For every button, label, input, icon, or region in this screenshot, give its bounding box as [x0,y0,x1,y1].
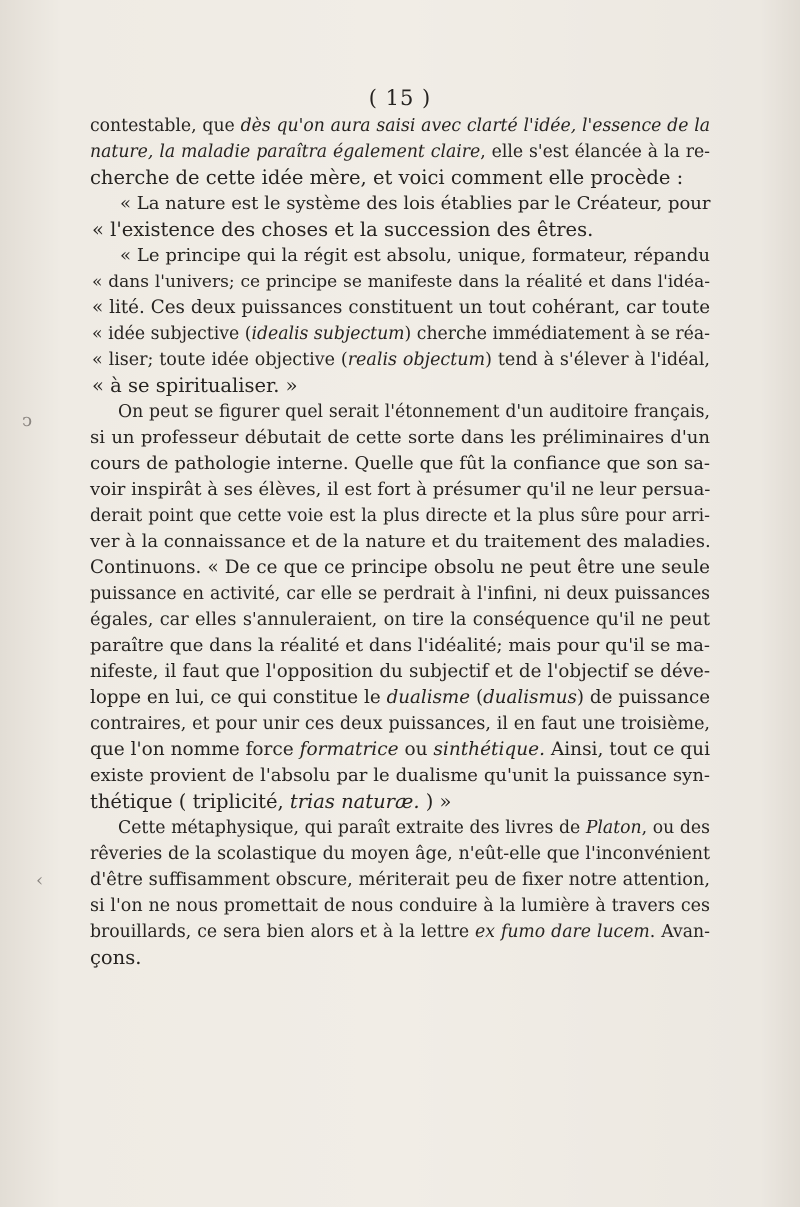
text-line [90,425,710,451]
text-run: Cette métaphysique, qui paraît extraite des livres de [118,818,586,838]
text-run: On peut se figurer quel serait l'étonnement d'un auditoire français, [118,402,710,422]
text-run: , ou des [641,818,710,838]
text-line [90,867,710,893]
text-run: « dans l'univers; ce principe se manifeste dans la réalité et dans l'idéa- [92,272,710,292]
italic-text: dualismus [483,687,577,708]
text-line [90,139,710,165]
text-line [90,451,710,477]
text-run: nifeste, il faut que l'opposition du subjectif et de l'objectif se déve- [90,661,710,682]
italic-text: Platon [585,818,642,838]
text-run: voir inspirât à ses élèves, il est fort à présumer qu'il ne leur persua- [90,479,711,500]
text-run: « lité. Ces deux puissances constituent un tout cohérant, car toute [92,297,710,318]
text-line [90,503,710,529]
text-run: ou [398,739,434,760]
margin-mark: ↄ [22,410,33,431]
text-line [120,191,710,217]
text-line [90,893,710,919]
text-line [90,841,710,867]
text-run: rêveries de la scolastique du moyen âge, n'eût-elle que l'inconvénient [90,844,710,864]
text-run: existe provient de l'absolu par le dualisme qu'unit la puissance syn- [90,765,710,786]
text-line [90,477,710,503]
text-run: « La nature est le système des lois établies par le Créateur, pour [120,193,711,214]
text-line [90,789,710,815]
text-line [90,607,710,633]
text-line [120,243,710,269]
italic-text: nature, la maladie paraîtra également claire [90,142,481,162]
text-run: derait point que cette voie est la plus directe et la plus sûre pour arri- [90,506,710,526]
text-line [90,529,710,555]
text-run: cherche de cette idée mère, et voici comment elle procède : [90,166,684,189]
text-run: si l'on ne nous promettait de nous conduire à la lumière à travers ces [90,896,710,916]
italic-text: formatrice [299,739,399,760]
text-line [92,373,710,399]
text-run: contestable, que [90,116,241,136]
text-run: que l'on nomme force [90,739,300,760]
text-run: « Le principe qui la régit est absolu, unique, formateur, répandu [120,245,710,266]
text-line [90,659,710,685]
text-line [90,165,710,191]
text-run: « l'existence des choses et la succession des êtres. [92,218,594,241]
text-line [118,399,710,425]
text-run: brouillards, ce sera bien alors et à la lettre [90,922,476,942]
text-run: cours de pathologie interne. Quelle que fût la confiance que son sa- [90,453,710,474]
text-run: puissance en activité, car elle se perdrait à l'infini, ni deux puissances [90,584,710,604]
text-line [90,945,710,971]
text-run: contraires, et pour unir ces deux puissances, il en faut une troisième, [90,714,710,734]
text-line [92,217,710,243]
text-run: d'être suffisamment obscure, mériterait peu de fixer notre attention, [90,870,710,890]
italic-text: trias naturæ. [289,790,420,813]
italic-text: realis objectum [347,350,486,370]
text-run: loppe en lui, ce qui constitue le [90,687,387,708]
text-run: ) de puissance [576,687,710,708]
text-run: ( [470,687,484,708]
text-run: ver à la connaissance et de la nature et du traitement des maladies. [90,531,711,552]
page-number: ( 15 ) [368,86,432,110]
margin-mark: ‹ [36,870,44,891]
text-line [90,685,710,711]
text-run: ) tend à s'élever à l'idéal, [485,350,710,370]
text-line [90,633,710,659]
text-run: Ainsi, tout ce qui [544,739,710,760]
text-run: Continuons. « De ce que ce principe obsolu ne peut être une seule [90,557,710,578]
italic-text: dès qu'on aura saisi avec clarté l'idée, l'essence de la [240,116,710,136]
text-run: si un professeur débutait de cette sorte dans les préliminaires d'un [90,427,710,448]
italic-text: idealis subjectum [251,324,405,344]
italic-text: ex fumo dare lucem [475,922,650,942]
text-line [90,113,710,139]
text-run: « liser; toute idée objective ( [92,350,348,370]
text-line [90,581,710,607]
text-line [90,737,710,763]
text-line [92,321,710,347]
text-run: « à se spiritualiser. » [92,374,298,397]
text-line [92,269,710,295]
italic-text: sinthétique. [433,739,545,760]
text-line [92,295,710,321]
text-line [90,555,710,581]
text-run: « idée subjective ( [92,324,252,344]
text-run: , elle s'est élancée à la re- [480,142,710,162]
text-run: paraître que dans la réalité et dans l'idéalité; mais pour qu'il se ma- [90,635,710,656]
text-run: égales, car elles s'annuleraient, on tire la conséquence qu'il ne peut [90,610,710,630]
italic-text: dualisme [386,687,471,708]
text-line [118,815,710,841]
text-run: thétique ( triplicité, [90,790,290,813]
text-run: ) » [419,790,452,813]
text-line [90,711,710,737]
text-line [90,919,710,945]
text-run: . Avan- [649,922,710,942]
text-line [92,347,710,373]
text-run: çons. [90,946,142,969]
text-line [90,763,710,789]
text-run: ) cherche immédiatement à se réa- [404,324,710,344]
